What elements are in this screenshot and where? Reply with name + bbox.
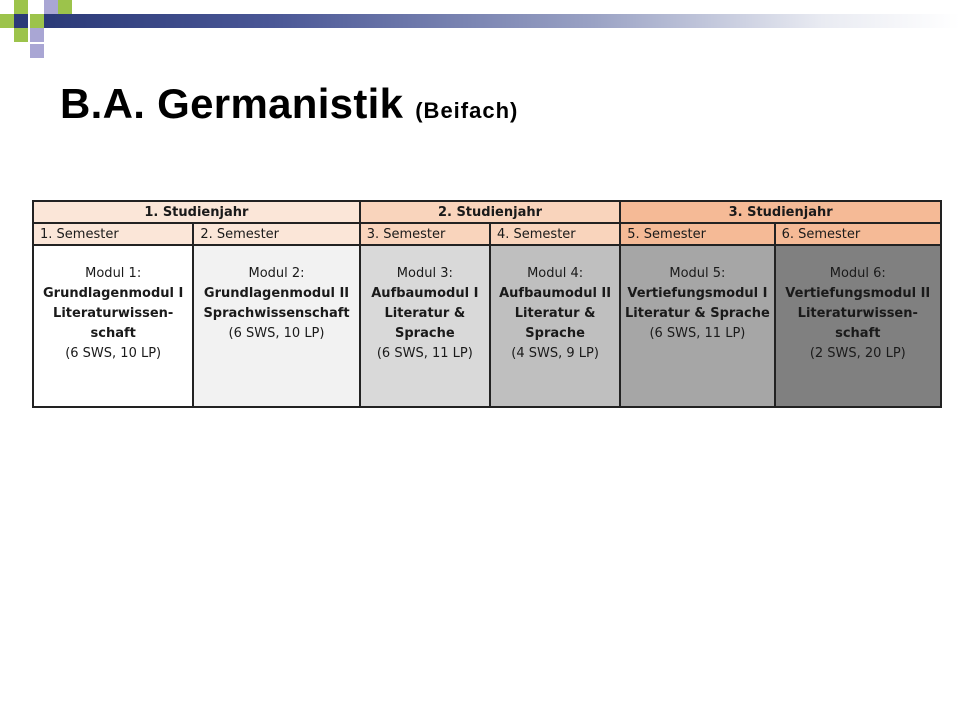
semester-2: 2. Semester	[193, 223, 359, 245]
slide-subtitle: (Beifach)	[415, 98, 519, 123]
module-cell-5	[620, 245, 774, 407]
module-credits: (6 SWS, 10 LP)	[228, 326, 325, 341]
deco-square-green	[14, 28, 28, 42]
deco-square-navy	[14, 14, 28, 28]
module-cell-2	[193, 245, 359, 407]
semester-row	[33, 223, 941, 245]
module-name: Aufbaumodul I Literatur & Sprache	[371, 286, 479, 341]
deco-square-lavender	[30, 44, 44, 58]
deco-square-green	[58, 0, 72, 14]
semester-5: 5. Semester	[620, 223, 774, 245]
module-credits: (2 SWS, 20 LP)	[809, 346, 906, 361]
study-plan-table	[32, 200, 942, 408]
module-credits: (6 SWS, 10 LP)	[65, 346, 162, 361]
deco-gradient-bar	[44, 14, 960, 28]
module-head: Modul 6:	[829, 266, 886, 281]
module-head: Modul 3:	[396, 266, 453, 281]
module-head: Modul 1:	[85, 266, 142, 281]
module-head: Modul 2:	[248, 266, 305, 281]
deco-square-green	[14, 0, 28, 14]
semester-4: 4. Semester	[490, 223, 620, 245]
module-name: Aufbaumodul II Literatur & Sprache	[499, 286, 612, 341]
module-credits: (6 SWS, 11 LP)	[649, 326, 746, 341]
deco-square-green	[0, 14, 14, 28]
year-row	[33, 201, 941, 223]
module-credits: (4 SWS, 9 LP)	[511, 346, 599, 361]
module-head: Modul 4:	[527, 266, 584, 281]
module-cell-6	[775, 245, 941, 407]
header-decoration	[0, 0, 960, 60]
year-header-1: 1. Studienjahr	[33, 201, 360, 223]
module-name: Grundlagenmodul I Literaturwissen-schaft	[42, 286, 184, 341]
module-row	[33, 245, 941, 407]
year-header-3: 3. Studienjahr	[620, 201, 941, 223]
semester-1: 1. Semester	[33, 223, 193, 245]
module-cell-4	[490, 245, 620, 407]
module-head: Modul 5:	[669, 266, 726, 281]
module-cell-3	[360, 245, 490, 407]
deco-square-lavender	[44, 0, 58, 14]
module-name: Vertiefungsmodul II Literaturwissen-schaft	[785, 286, 931, 341]
module-cell-1	[33, 245, 193, 407]
deco-square-green	[30, 14, 44, 28]
deco-square-lavender	[30, 28, 44, 42]
slide-title	[60, 80, 518, 128]
module-name: Vertiefungsmodul I Literatur & Sprache	[624, 286, 770, 321]
year-header-2: 2. Studienjahr	[360, 201, 621, 223]
semester-3: 3. Semester	[360, 223, 490, 245]
module-name: Grundlagenmodul II Sprachwissenschaft	[203, 286, 350, 321]
semester-6: 6. Semester	[775, 223, 941, 245]
slide-title-main: B.A. Germanistik	[60, 80, 404, 127]
module-credits: (6 SWS, 11 LP)	[376, 346, 473, 361]
